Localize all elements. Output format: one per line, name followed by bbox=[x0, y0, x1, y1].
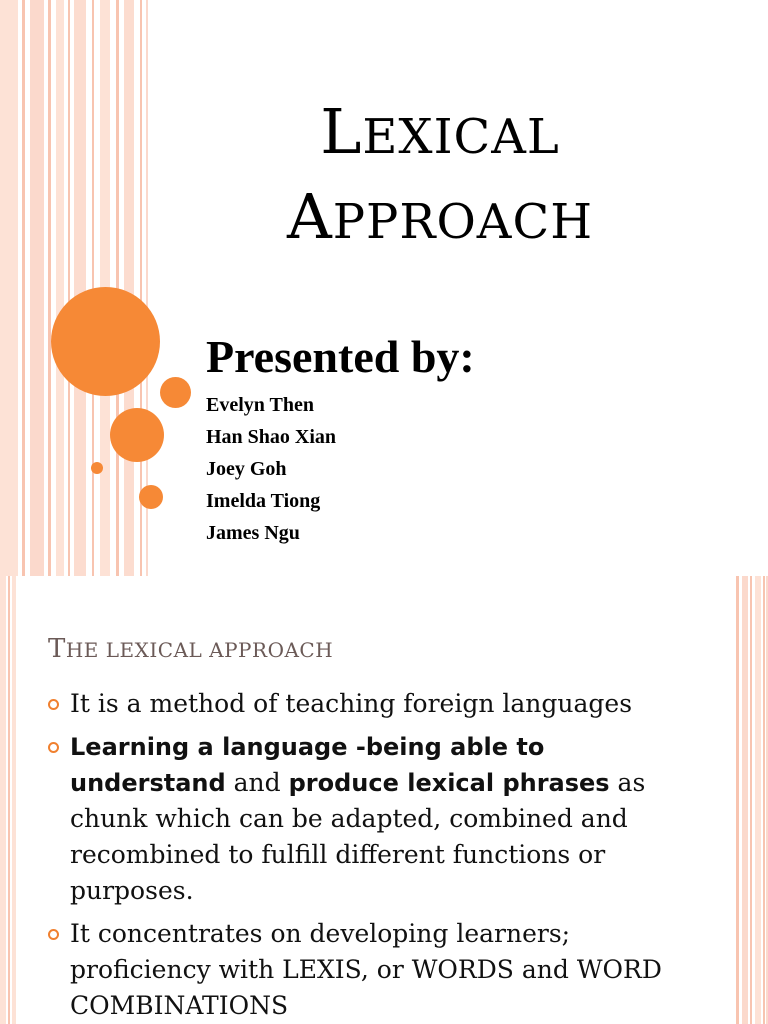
title-line-1-rest: EXICAL bbox=[362, 109, 560, 165]
bullet-item bbox=[48, 916, 708, 1024]
member-name: Joey Goh bbox=[206, 458, 287, 480]
decorative-stripe bbox=[12, 576, 16, 1024]
decorative-stripe bbox=[736, 576, 739, 1024]
bullet-text: and bbox=[225, 768, 289, 797]
slide-title bbox=[48, 634, 333, 664]
decorative-circle bbox=[91, 462, 103, 474]
decorative-stripe bbox=[74, 0, 86, 576]
decorative-circle bbox=[110, 408, 164, 462]
bullet-text: as chunk which can be adapted, combined and recombined to fulfill different functions or purposes. bbox=[70, 768, 646, 905]
decorative-stripe bbox=[68, 0, 70, 576]
member-name: James Ngu bbox=[206, 522, 300, 544]
decorative-circle bbox=[160, 377, 191, 408]
bullet-item bbox=[48, 729, 708, 909]
decorative-stripe bbox=[56, 0, 64, 576]
orange-ring-bullet-icon bbox=[48, 699, 59, 710]
presented-by-heading: Presented by: bbox=[206, 331, 475, 382]
decorative-stripe bbox=[750, 576, 752, 1024]
orange-ring-bullet-icon bbox=[48, 742, 59, 753]
bullet-list bbox=[48, 686, 708, 1024]
decorative-stripe bbox=[0, 0, 18, 576]
member-list bbox=[206, 389, 336, 549]
decorative-stripe bbox=[48, 0, 51, 576]
title-line-2-rest: PPROACH bbox=[332, 194, 594, 250]
member-name: Evelyn Then bbox=[206, 394, 314, 416]
title-line-1-initial: L bbox=[320, 95, 363, 168]
bullet-text: It is a method of teaching foreign languages bbox=[70, 689, 633, 718]
title-line-2 bbox=[180, 177, 700, 262]
decorative-stripe bbox=[763, 576, 765, 1024]
bullet-text: It concentrates on developing learners; proficiency with LEXIS, or WORDS and WORD COMBINATIONS bbox=[70, 919, 662, 1020]
decorative-stripe bbox=[22, 0, 25, 576]
decorative-stripe bbox=[124, 0, 134, 576]
decorative-stripe bbox=[8, 576, 10, 1024]
orange-ring-bullet-icon bbox=[48, 929, 59, 940]
member-name: Imelda Tiong bbox=[206, 490, 321, 512]
slide-title-rest: HE LEXICAL APPROACH bbox=[65, 638, 334, 662]
title-line-2-initial: A bbox=[286, 180, 333, 253]
bullet-item bbox=[48, 686, 708, 722]
bullet-bold-text: produce lexical phrases bbox=[288, 769, 610, 797]
decorative-stripe bbox=[0, 576, 6, 1024]
member-name: Han Shao Xian bbox=[206, 426, 337, 448]
bullet-bold-text: Learning a language -being able to understand bbox=[70, 733, 545, 797]
title-line-1 bbox=[180, 92, 700, 177]
slide-title bbox=[180, 92, 700, 262]
decorative-stripe bbox=[755, 576, 761, 1024]
content-slide bbox=[0, 576, 768, 1024]
slide-title-initial: T bbox=[48, 634, 66, 664]
decorative-circle-large bbox=[51, 287, 160, 396]
decorative-stripe bbox=[30, 0, 44, 576]
decorative-circle bbox=[139, 485, 163, 509]
decorative-stripe bbox=[742, 576, 748, 1024]
